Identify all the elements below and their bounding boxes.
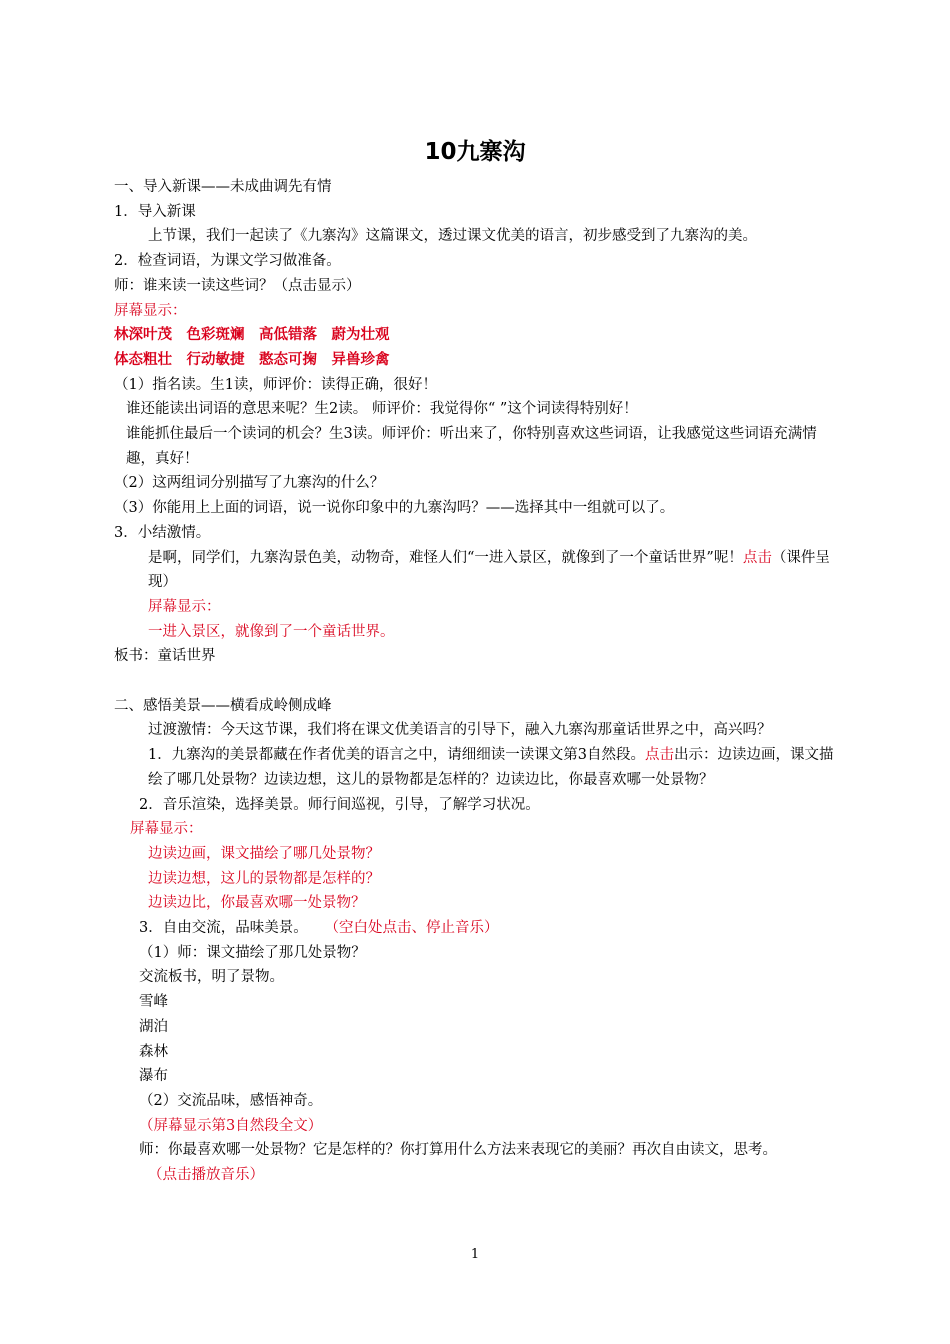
reading-prompt-1: 边读边画，课文描绘了哪几处景物？ — [148, 845, 380, 862]
summary-paragraph: 是啊，同学们，九寨沟景色美，动物奇，难怪人们“一进入景区，就像到了一个童话世界”呢！点击（课件呈现） — [148, 549, 830, 591]
screen-text-2: 一进入景区，就像到了一个童话世界。 — [148, 623, 395, 640]
section-1-heading: 一、导入新课——未成曲调先有情 — [114, 179, 332, 195]
document-title: 10九寨沟 — [424, 139, 526, 165]
step-1-paragraph: 1．九寨沟的美景都藏在作者优美的语言之中，请细细读一读课文第3自然段。点击出示：边读边画，课文描绘了哪几处景物？边读边想，这儿的景物都是怎样的？边读边比，你最喜欢哪一处景物？ — [148, 747, 834, 788]
click-marker-2: 点击 — [644, 747, 674, 764]
step-3-question-1: （1）师：课文描绘了那几处景物？ — [139, 944, 366, 961]
reading-prompt-2: 边读边想，这儿的景物都是怎样的？ — [148, 870, 380, 887]
scene-item: 湖泊 — [139, 1018, 168, 1035]
word-group-1: 林深叶茂 色彩斑斓 高低错落 蔚为壮观 — [114, 326, 390, 344]
step-3-note: （空白处点击、停止音乐） — [331, 920, 499, 937]
section-2-heading: 二、感悟美景——横看成岭侧成峰 — [114, 697, 332, 714]
screen-label-2: 屏幕显示： — [148, 598, 221, 615]
transition-paragraph: 过渡激情：今天这节课，我们将在课文优美语言的引导下，融入九寨沟那童话世界之中，高兴吗？ — [148, 722, 772, 739]
document-body — [114, 175, 840, 1188]
screen-note: （屏幕显示第3自然段全文） — [139, 1117, 323, 1134]
screen-label: 屏幕显示： — [114, 302, 187, 319]
step-3: 3．自由交流，品味美景。 （空白处点击、停止音乐） — [139, 920, 499, 937]
board-note: 板书：童话世界 — [114, 648, 216, 665]
step-2: 2．音乐渲染，选择美景。师行间巡视，引导，了解学习状况。 — [139, 796, 540, 813]
question-2: （2）这两组词分别描写了九寨沟的什么？ — [114, 475, 385, 492]
scene-item: 瀑布 — [139, 1068, 168, 1085]
section-gap — [114, 669, 840, 694]
subheading-1: 1．导入新课 — [114, 203, 196, 220]
step-3-question-2: （2）交流品味，感悟神奇。 — [139, 1093, 323, 1109]
teacher-question: 师：谁来读一读这些词？（点击显示） — [114, 277, 361, 294]
question-1: （1）指名读。生1读，师评价：读得正确，很好！ — [114, 376, 437, 393]
scene-item: 森林 — [139, 1043, 168, 1060]
word-group-2: 体态粗壮 行动敏捷 憨态可掬 异兽珍禽 — [114, 350, 390, 368]
teacher-paragraph: 师：你最喜欢哪一处景物？它是怎样的？你打算用什么方法来表现它的美丽？再次自由读文，思考。 — [139, 1142, 777, 1159]
subheading-2: 2．检查词语，为课文学习做准备。 — [114, 253, 341, 270]
question-1c: 谁能抓住最后一个读词的机会？生3读。师评价：听出来了，你特别喜欢这些词语，让我感觉这些词语充满情趣，真好！ — [126, 426, 817, 467]
reading-prompt-3: 边读边比，你最喜欢哪一处景物？ — [148, 895, 366, 912]
click-marker: 点击 — [742, 549, 772, 566]
scene-item: 雪峰 — [139, 994, 168, 1011]
paragraph-intro: 上节课，我们一起读了《九寨沟》这篇课文，透过课文优美的语言，初步感受到了九寨沟的美。 — [148, 228, 757, 245]
question-1b: 谁还能读出词语的意思来呢？生2读。 师评价：我觉得你“ ”这个词读得特别好！ — [126, 401, 638, 418]
music-note: （点击播放音乐） — [148, 1167, 264, 1184]
question-3: （3）你能用上上面的词语，说一说你印象中的九寨沟吗？——选择其中一组就可以了。 — [114, 500, 675, 517]
page-number: 1 — [470, 1247, 480, 1262]
screen-label-3: 屏幕显示： — [130, 821, 203, 838]
subheading-3: 3．小结激情。 — [114, 524, 211, 541]
step-3-board: 交流板书，明了景物。 — [139, 969, 284, 986]
